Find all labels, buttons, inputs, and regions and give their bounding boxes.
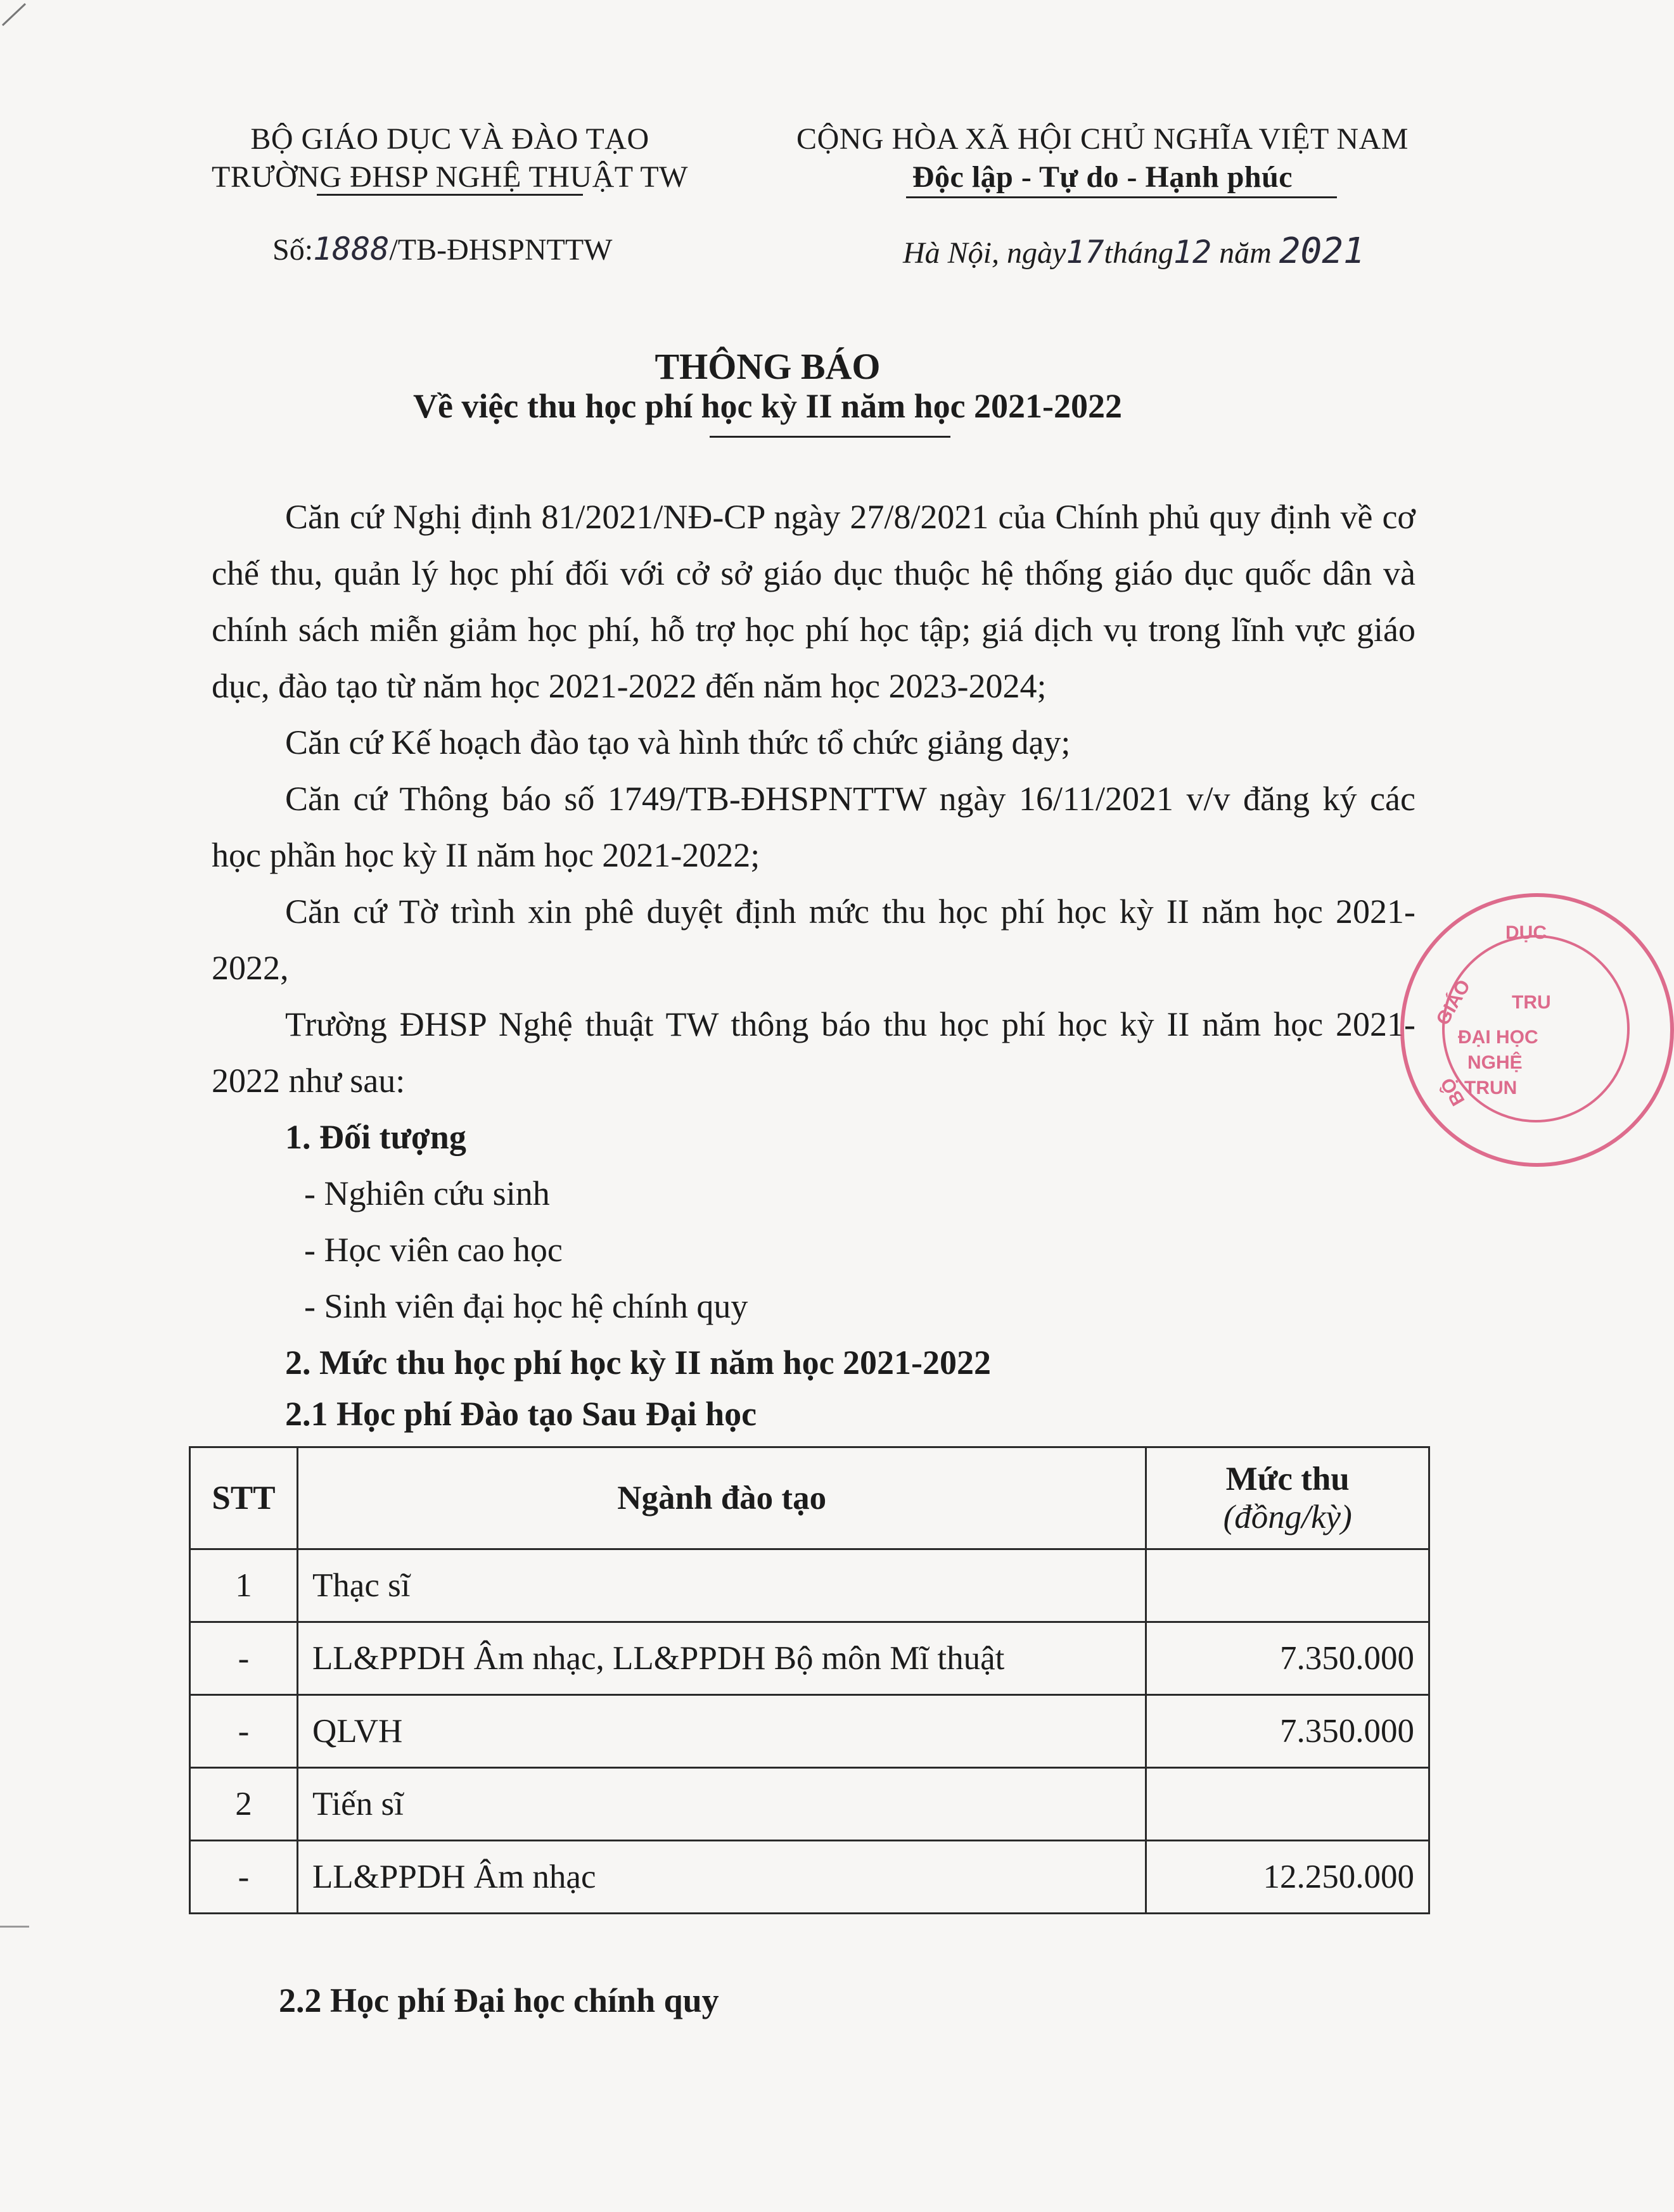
target-item: - Học viên cao học xyxy=(304,1231,563,1269)
paragraph-decree: Căn cứ Nghị định 81/2021/NĐ-CP ngày 27/8/2021 của Chính phủ quy định về cơ chế thu, quản lý học phí đối với cở sở giáo dục thuộc hệ thống giáo dục quốc dân và chính sách miễn giảm học phí, hỗ trợ học phí học tập; giá dịch vụ trong lĩnh vực giáo dục, đào tạo từ năm học 2021-2022 đến năm học 2023-2024; xyxy=(212,498,1415,705)
header-fee: Mức thu (đồng/kỳ) xyxy=(1146,1447,1429,1549)
cell-stt: - xyxy=(190,1841,298,1914)
paragraph-proposal: Căn cứ Tờ trình xin phê duyệt định mức thu học phí học kỳ II năm học 2021-2022, xyxy=(212,893,1415,987)
table-row xyxy=(190,1622,1429,1695)
national-motto: CỘNG HÒA XÃ HỘI CHỦ NGHĨA VIỆT NAM xyxy=(796,122,1409,156)
target-item: - Sinh viên đại học hệ chính quy xyxy=(304,1287,748,1325)
cell-fee: 12.250.000 xyxy=(1146,1841,1429,1914)
cell-major: LL&PPDH Âm nhạc, LL&PPDH Bộ môn Mĩ thuật xyxy=(297,1622,1146,1695)
cell-stt: 1 xyxy=(190,1549,298,1622)
cell-major: QLVH xyxy=(297,1695,1146,1768)
notice-title: THÔNG BÁO xyxy=(655,346,881,387)
section-heading-fees: 2. Mức thu học phí học kỳ II năm học 2021-2022 xyxy=(285,1344,992,1382)
table-header-row xyxy=(190,1447,1429,1549)
section-heading-undergrad: 2.2 Học phí Đại học chính quy xyxy=(279,1981,719,2019)
school-name: TRƯỜNG ĐHSP NGHỆ THUẬT TW xyxy=(212,160,688,194)
header-major: Ngành đào tạo xyxy=(297,1447,1146,1549)
section-heading-postgrad: 2.1 Học phí Đào tạo Sau Đại học xyxy=(285,1395,757,1433)
cell-major: Tiến sĩ xyxy=(297,1768,1146,1841)
school-underline xyxy=(317,194,583,196)
cell-stt: 2 xyxy=(190,1768,298,1841)
ministry-name: BỘ GIÁO DỤC VÀ ĐÀO TẠO xyxy=(250,122,649,156)
table-row xyxy=(190,1841,1429,1914)
cell-stt: - xyxy=(190,1695,298,1768)
paragraph-announcement: Căn cứ Thông báo số 1749/TB-ĐHSPNTTW ngày 16/11/2021 v/v đăng ký các học phần học kỳ II năm học 2021-2022; xyxy=(212,780,1415,874)
subtitle-underline xyxy=(710,436,950,438)
cell-major: Thạc sĩ xyxy=(297,1549,1146,1622)
target-item: - Nghiên cứu sinh xyxy=(304,1174,550,1212)
paragraph-plan: Căn cứ Kế hoạch đào tạo và hình thức tổ chức giảng dạy; xyxy=(285,723,1071,761)
table-row xyxy=(190,1549,1429,1622)
official-seal-stamp: DỤC GIÁO TRU ĐẠI HỌC NGHỆ TRUN BỘ xyxy=(1400,893,1674,1167)
document-date: Hà Nội, ngày17tháng12 năm 2021 xyxy=(903,231,1365,272)
notice-subtitle: Về việc thu học phí học kỳ II năm học 2021-2022 xyxy=(412,387,1123,425)
cell-fee xyxy=(1146,1549,1429,1622)
table-row xyxy=(190,1695,1429,1768)
slogan-underline xyxy=(906,196,1337,198)
document-number-handwritten: 1888 xyxy=(313,231,390,267)
date-year-handwritten: 2021 xyxy=(1279,231,1365,272)
section-heading-targets: 1. Đối tượng xyxy=(285,1118,466,1156)
document-number: Số:1888/TB-ĐHSPNTTW xyxy=(272,231,613,267)
cell-fee: 7.350.000 xyxy=(1146,1622,1429,1695)
paragraph-intro: Trường ĐHSP Nghệ thuật TW thông báo thu học phí học kỳ II năm học 2021-2022 như sau: xyxy=(212,1005,1415,1100)
scan-mark-left xyxy=(0,1926,29,1928)
table-row xyxy=(190,1768,1429,1841)
scan-mark xyxy=(0,0,38,38)
cell-major: LL&PPDH Âm nhạc xyxy=(297,1841,1146,1914)
cell-fee xyxy=(1146,1768,1429,1841)
cell-fee: 7.350.000 xyxy=(1146,1695,1429,1768)
date-month-handwritten: 12 xyxy=(1173,234,1212,270)
national-slogan: Độc lập - Tự do - Hạnh phúc xyxy=(912,160,1293,194)
cell-stt: - xyxy=(190,1622,298,1695)
postgrad-fee-table xyxy=(189,1446,1430,1914)
date-day-handwritten: 17 xyxy=(1066,234,1104,270)
header-stt: STT xyxy=(190,1447,298,1549)
